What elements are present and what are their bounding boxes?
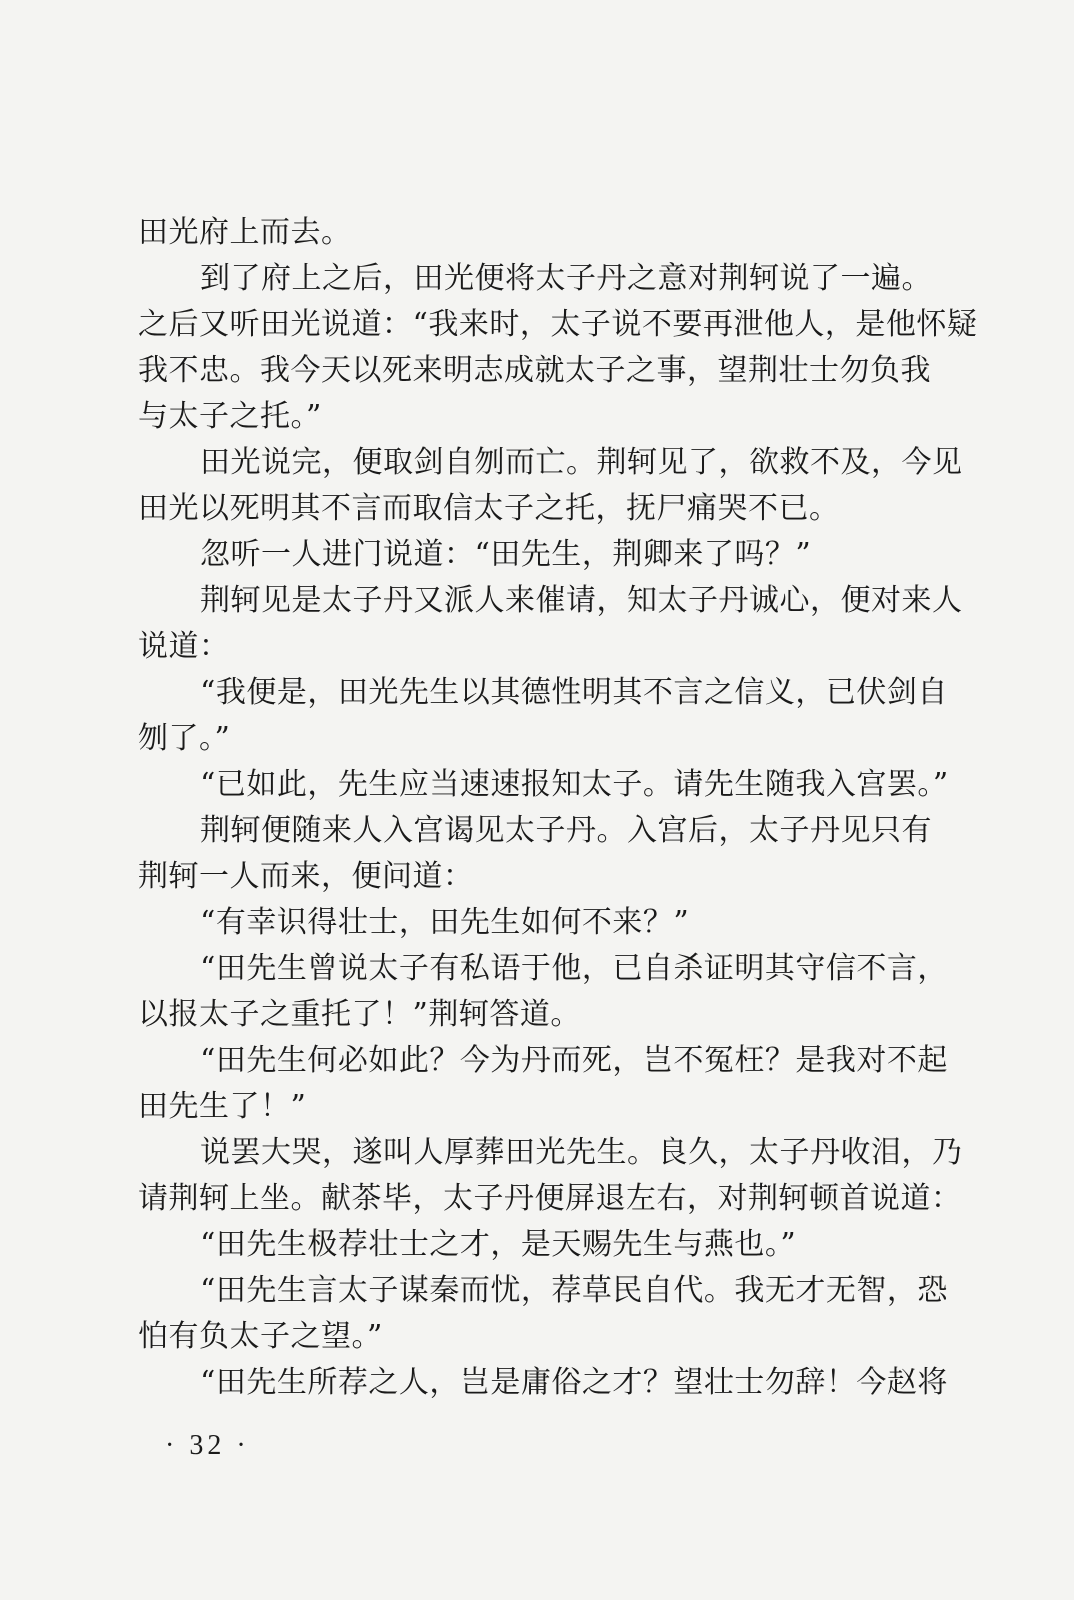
text-line: 请荆轲上坐。献茶毕，太子丹便屏退左右，对荆轲顿首说道： bbox=[138, 1181, 962, 1216]
text-line: 荆轲见是太子丹又派人来催请，知太子丹诚心，便对来人 bbox=[200, 583, 963, 618]
text-line: 怕有负太子之望。” bbox=[138, 1319, 383, 1354]
text-line: 之后又听田光说道：“我来时，太子说不要再泄他人，是他怀疑 bbox=[138, 307, 978, 342]
text-line: 与太子之托。” bbox=[138, 399, 322, 434]
text-line: 以报太子之重托了！”荆轲答道。 bbox=[138, 997, 581, 1032]
text-line: 田光以死明其不言而取信太子之托，抚尸痛哭不已。 bbox=[138, 491, 840, 526]
text-line: “田先生曾说太子有私语于他，已自杀证明其守信不言， bbox=[200, 951, 948, 986]
text-line: 田光府上而去。 bbox=[138, 215, 352, 250]
text-line: 到了府上之后，田光便将太子丹之意对荆轲说了一遍。 bbox=[200, 261, 932, 296]
text-line: “田先生何必如此？今为丹而死，岂不冤枉？是我对不起 bbox=[200, 1043, 948, 1078]
text-line: “有幸识得壮士，田先生如何不来？” bbox=[200, 905, 690, 940]
text-line: “田先生言太子谋秦而忧，荐草民自代。我无才无智，恐 bbox=[200, 1273, 948, 1308]
text-line: 荆轲一人而来，便问道： bbox=[138, 859, 474, 894]
text-line: “我便是，田光先生以其德性明其不言之信义，已伏剑自 bbox=[200, 675, 948, 710]
page-number: · 32 · bbox=[165, 1430, 250, 1461]
text-line: 荆轲便随来人入宫谒见太子丹。入宫后，太子丹见只有 bbox=[200, 813, 932, 848]
text-line: 田光说完，便取剑自刎而亡。荆轲见了，欲救不及，今见 bbox=[200, 445, 963, 480]
text-line: 说罢大哭，遂叫人厚葬田光先生。良久，太子丹收泪，乃 bbox=[200, 1135, 963, 1170]
text-line: 刎了。” bbox=[138, 721, 231, 756]
text-line: 我不忠。我今天以死来明志成就太子之事，望荆壮士勿负我 bbox=[138, 353, 931, 388]
text-line: 说道： bbox=[138, 629, 230, 664]
text-line: “田先生所荐之人，岂是庸俗之才？望壮士勿辞！今赵将 bbox=[200, 1365, 948, 1400]
text-line: 忽听一人进门说道：“田先生，荆卿来了吗？” bbox=[200, 537, 812, 572]
text-line: “田先生极荐壮士之才，是天赐先生与燕也。” bbox=[200, 1227, 797, 1262]
body-text bbox=[138, 210, 978, 1406]
text-line: 田先生了！” bbox=[138, 1089, 307, 1124]
text-line: “已如此，先生应当速速报知太子。请先生随我入宫罢。” bbox=[200, 767, 949, 802]
